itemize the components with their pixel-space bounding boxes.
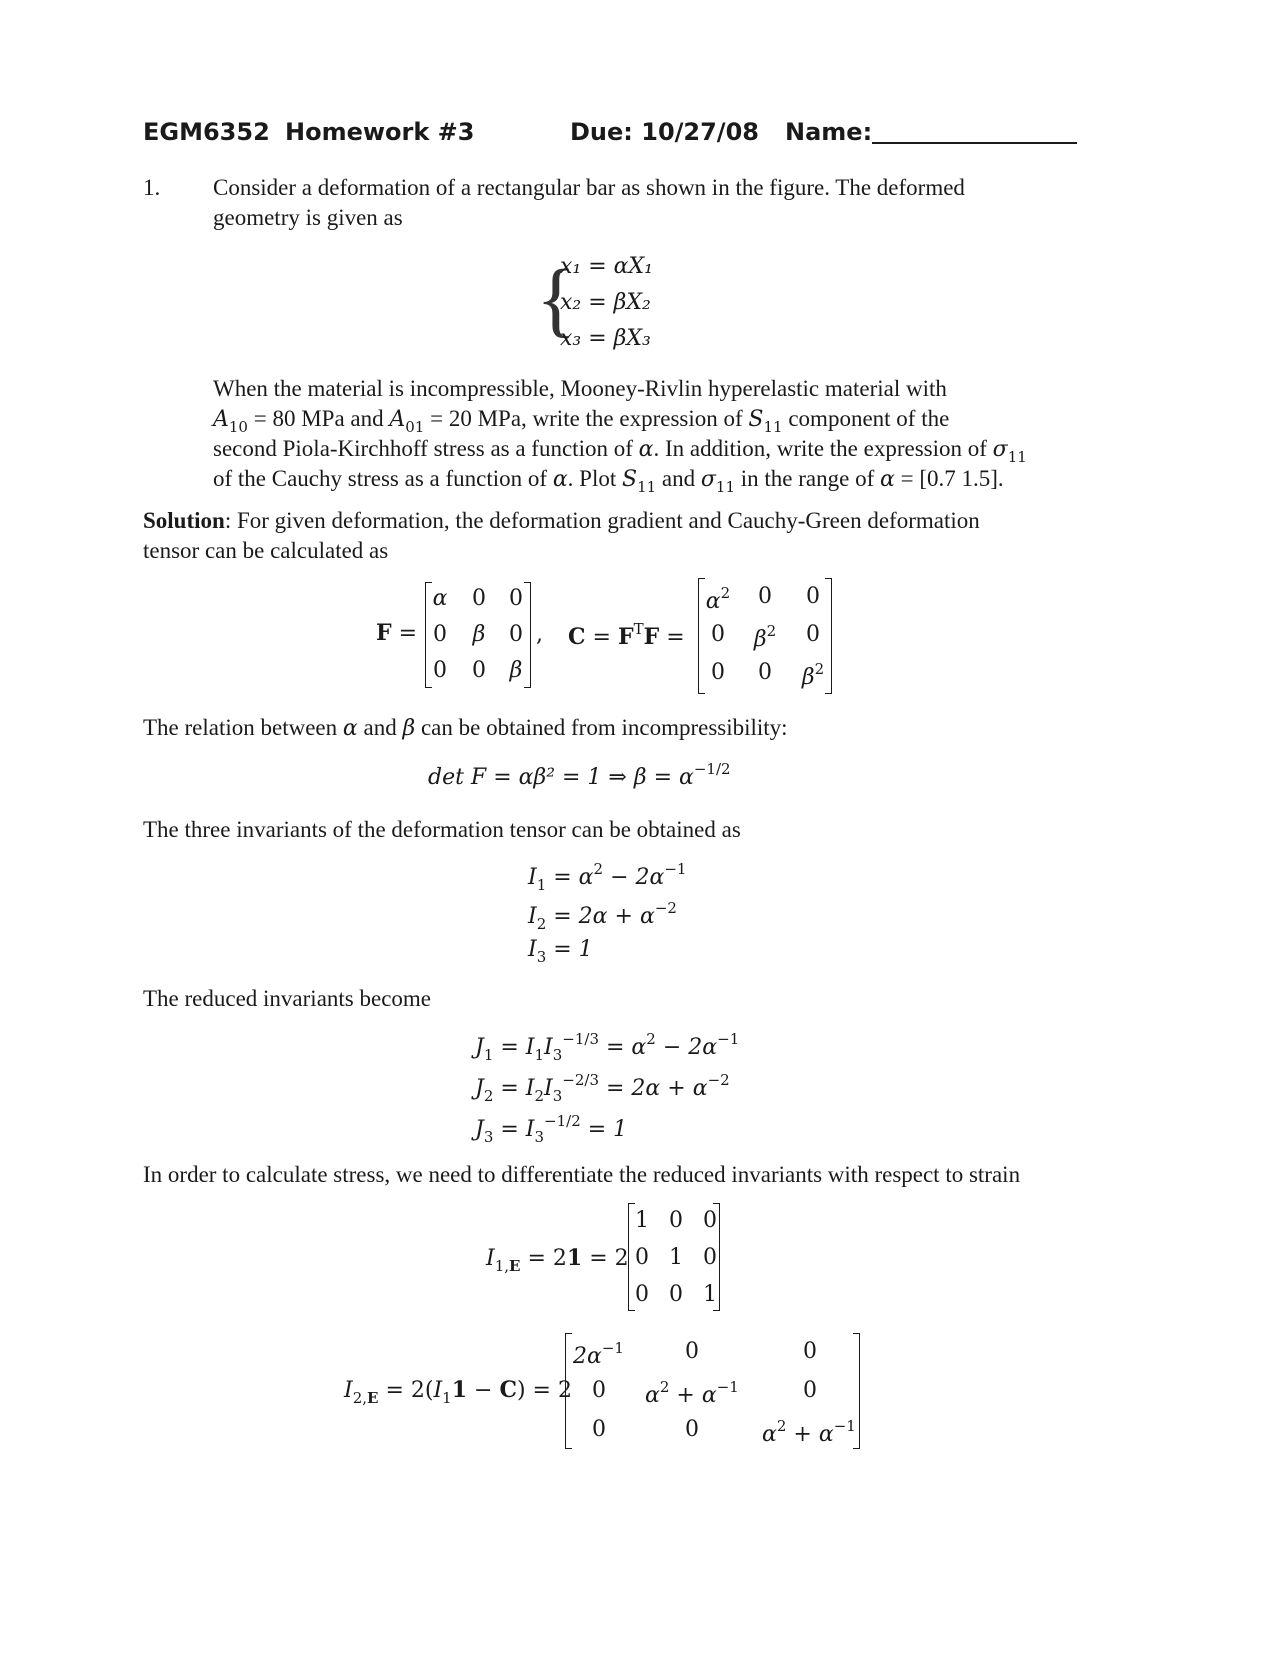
incompressibility-equation: det F = αβ² = 1 ⇒ $\beta = \alpha^{-1/2}$ bbox=[428, 760, 731, 790]
problem-text-line1: When the material is incompressible, Mooney-Rivlin hyperelastic material with bbox=[213, 376, 947, 401]
I2E-left-bracket bbox=[565, 1333, 572, 1449]
F-label: F = bbox=[376, 620, 418, 646]
solution-line1: Solution: For given deformation, the deformation gradient and Cauchy-Green deformation bbox=[143, 508, 980, 533]
due-date: Due: 10/27/08 bbox=[570, 118, 759, 146]
solution-label: Solution bbox=[143, 508, 225, 533]
name-field bbox=[785, 118, 1077, 146]
deformation-eq1: x₁ = αX₁ bbox=[560, 254, 653, 279]
name-label: Name: bbox=[785, 118, 873, 146]
deformation-eq3: x₃ = βX₃ bbox=[560, 326, 651, 351]
C-label: $C = F^TF$ = bbox=[568, 620, 685, 650]
problem-text-line2: $A_{10} = 80$ MPa and $A_{01} = 20$ MPa, write the expression of $S_{11}$ component of the bbox=[213, 406, 950, 436]
reduced-invariants-text: The reduced invariants become bbox=[143, 986, 432, 1011]
problem-intro-line1: Consider a deformation of a rectangular bar as shown in the figure. The deformed bbox=[213, 175, 965, 200]
problem-intro-line2: geometry is given as bbox=[213, 205, 403, 230]
I1E-label: $I_{1,E} = 21 = 2$ bbox=[486, 1245, 629, 1275]
problem-text-line3: second Piola-Kirchhoff stress as a function of α. In addition, write the expression of $\sigma_{11}$ bbox=[213, 436, 1027, 466]
deformation-eq2: x₂ = βX₂ bbox=[560, 290, 651, 315]
homework-title: Homework #3 bbox=[285, 118, 475, 146]
invariants-text: The three invariants of the deformation tensor can be obtained as bbox=[143, 817, 741, 842]
solution-line2: tensor can be calculated as bbox=[143, 538, 389, 563]
course-code: EGM6352 bbox=[143, 118, 270, 146]
differentiate-text: In order to calculate stress, we need to differentiate the reduced invariants with respect to strain bbox=[143, 1162, 1021, 1187]
relation-text: The relation between α and β can be obtained from incompressibility: bbox=[143, 715, 788, 741]
problem-number: 1. bbox=[143, 175, 161, 200]
name-blank-line bbox=[872, 118, 1077, 144]
problem-text-line4: of the Cauchy stress as a function of α. Plot $S_{11}$ and $\sigma_{11}$ in the range of α = [0.7 1.5]. bbox=[213, 466, 1004, 496]
I2E-label: $I_{2,E} = 2(I_11 - C) = 2$ bbox=[344, 1377, 572, 1407]
left-brace-icon: { bbox=[536, 253, 577, 346]
